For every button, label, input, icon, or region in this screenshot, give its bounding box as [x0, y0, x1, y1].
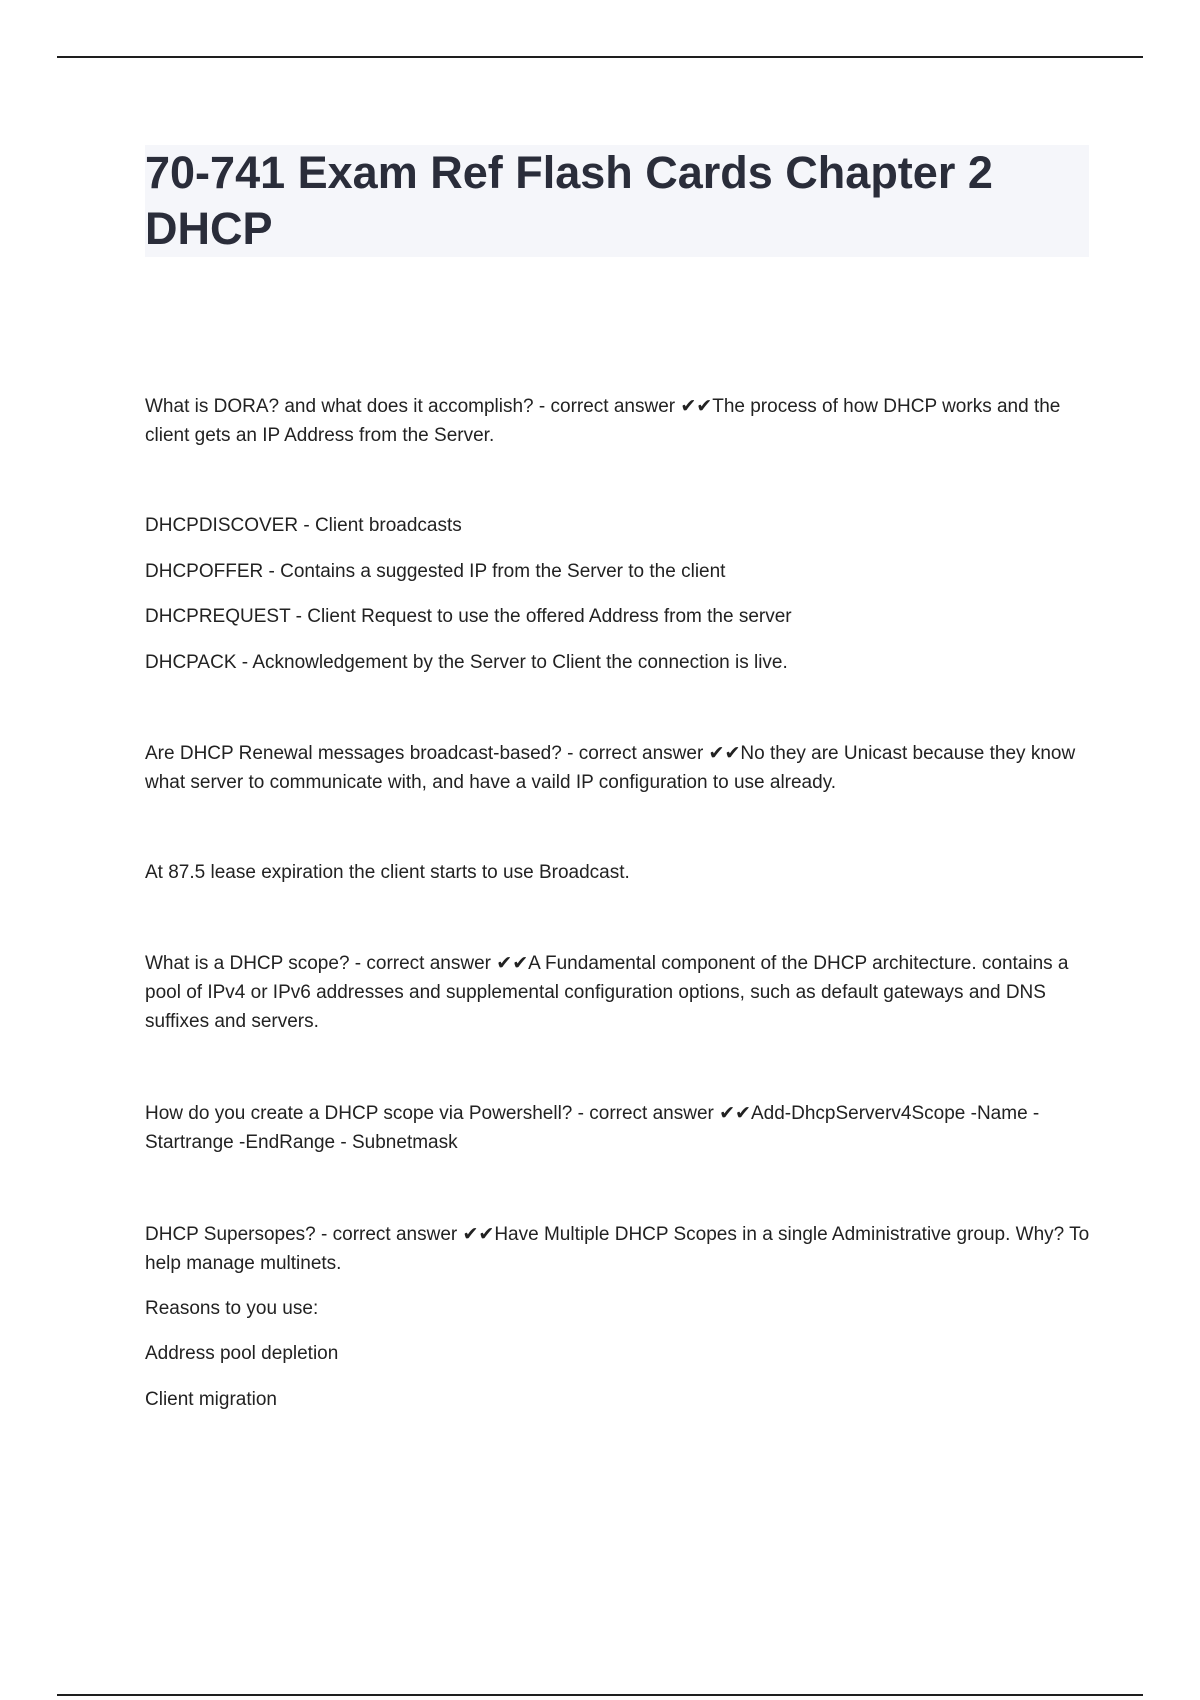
list-item	[145, 602, 1095, 631]
card-dora	[145, 392, 1095, 450]
title-block	[145, 145, 1089, 257]
card-scope	[145, 949, 1095, 1036]
dhcpdiscover-text: DHCPDISCOVER - Client broadcasts	[145, 515, 462, 536]
document-title: 70-741 Exam Ref Flash Cards Chapter 2 DHCP	[145, 147, 993, 254]
card-powershell-text: How do you create a DHCP scope via Powershell? - correct answer ✔✔Add-DhcpServerv4Scope -Name - Startrange -EndRange - Subnetmask	[145, 1103, 1040, 1153]
card-superscopes-text: DHCP Supersopes? - correct answer ✔✔Have Multiple DHCP Scopes in a single Administrative group. Why? To help manage multinets.	[145, 1224, 1090, 1274]
dhcpack-text: DHCPACK - Acknowledgement by the Server to Client the connection is live.	[145, 652, 788, 673]
top-rule	[57, 56, 1143, 58]
reasons-heading: Reasons to you use:	[145, 1298, 319, 1319]
bottom-rule	[57, 1694, 1143, 1696]
list-item	[145, 1385, 1095, 1414]
card-renewal-text: Are DHCP Renewal messages broadcast-based? - correct answer ✔✔No they are Unicast because they know what server to communicate with, and have a vaild IP configuration to use already.	[145, 743, 1076, 793]
reason-client-migration: Client migration	[145, 1389, 277, 1410]
dhcpoffer-text: DHCPOFFER - Contains a suggested IP from the Server to the client	[145, 561, 726, 582]
lease-note-text: At 87.5 lease expiration the client starts to use Broadcast.	[145, 862, 630, 883]
list-item	[145, 557, 1095, 586]
list-item	[145, 511, 1095, 540]
list-item	[145, 1339, 1095, 1368]
reason-address-pool: Address pool depletion	[145, 1343, 339, 1364]
card-lease-note	[145, 858, 1095, 887]
card-dora-text: What is DORA? and what does it accomplish? - correct answer ✔✔The process of how DHCP works and the client gets an IP Address from the Server.	[145, 396, 1061, 446]
card-scope-text: What is a DHCP scope? - correct answer ✔✔A Fundamental component of the DHCP architecture. contains a pool of IPv4 or IPv6 addresses and supplemental configuration options, such as default gateways and DNS suffixes and servers.	[145, 953, 1069, 1032]
card-superscopes	[145, 1220, 1095, 1278]
card-powershell	[145, 1099, 1095, 1157]
card-renewal	[145, 739, 1095, 797]
dhcprequest-text: DHCPREQUEST - Client Request to use the offered Address from the server	[145, 606, 792, 627]
list-item	[145, 648, 1095, 677]
list-item	[145, 1294, 1095, 1323]
